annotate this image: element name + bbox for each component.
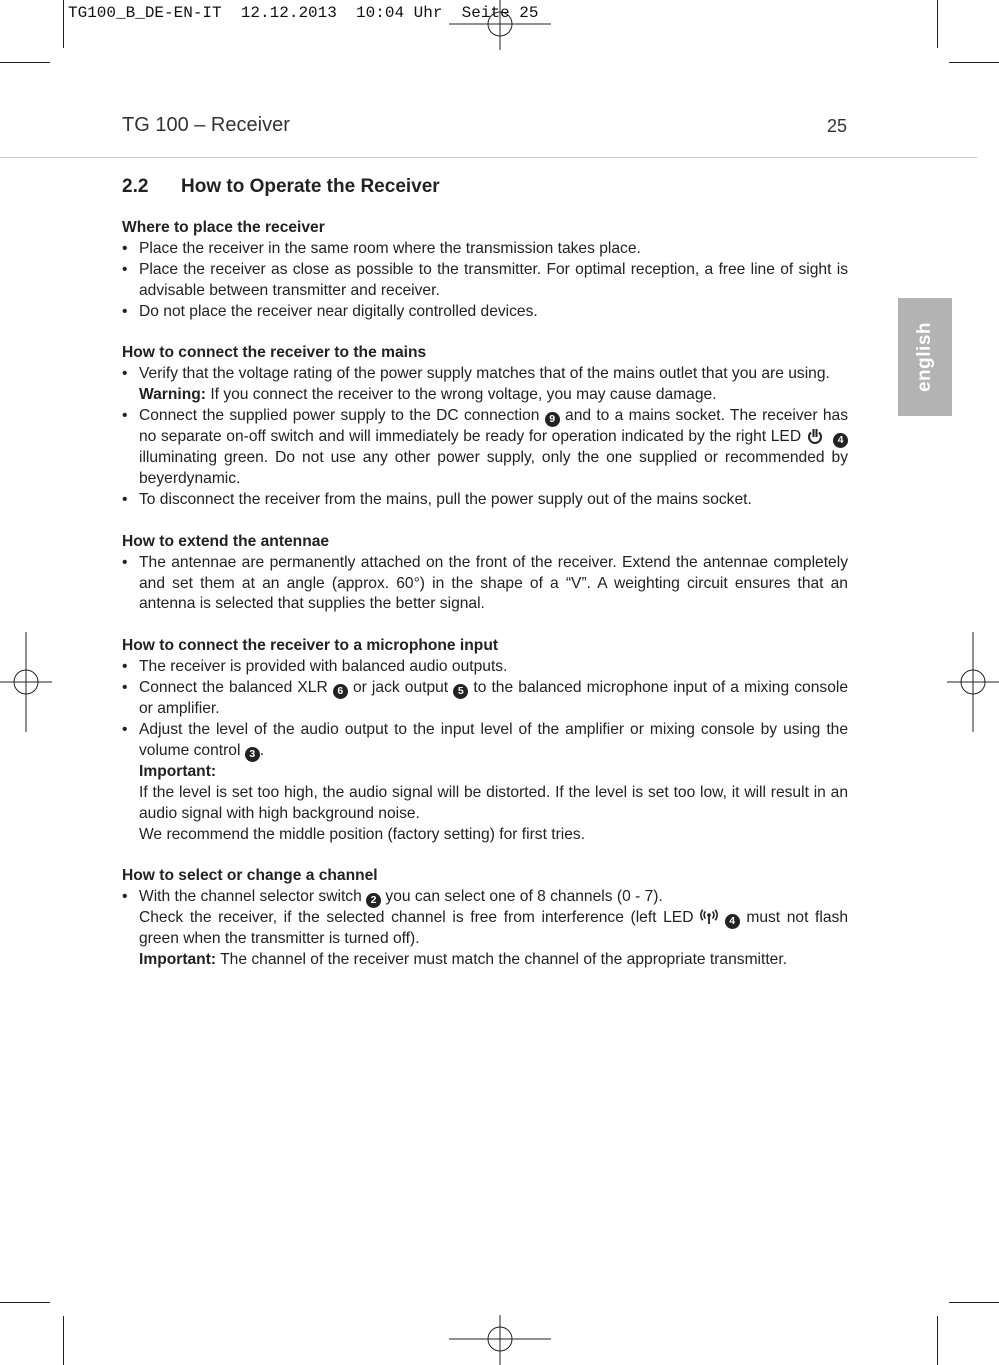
list-item: • Do not place the receiver near digitally controlled devices. [122,302,848,323]
crop-mark [0,1302,50,1303]
important-label: Important: [139,762,217,780]
block-mains [122,343,848,510]
item-text: you can select one of 8 channels (0 - 7). [381,888,663,906]
crop-mark [937,0,938,48]
list-item: • To disconnect the receiver from the mains, pull the power supply out of the mains socket. [122,490,848,511]
block-placement [122,218,848,323]
item-text: Connect the balanced XLR [139,679,333,697]
block-heading: How to connect the receiver to a microphone input [122,637,499,655]
crop-mark [0,62,50,63]
warning-text: If you connect the receiver to the wrong voltage, you may cause damage. [205,386,717,404]
important-text: The channel of the receiver must match the channel of the appropriate transmitter. [216,951,788,969]
block-channel [122,866,848,971]
block-heading: Where to place the receiver [122,219,325,236]
important-label: Important: [139,951,217,969]
list-item: • Place the receiver as close as possible to the transmitter. For optimal reception, a free line of sight is advisable between transmitter and receiver. [122,260,848,302]
registration-mark-left [0,632,52,732]
power-icon [806,428,824,444]
language-side-tab [898,298,952,416]
running-header-title: TG 100 – Receiver [122,114,290,136]
section-heading [122,176,440,198]
main-content [122,218,848,992]
item-text: With the channel selector switch [139,888,367,906]
item-text: Connect the supplied power supply to the DC connection [139,407,545,425]
header-divider [0,157,977,158]
item-text: and to a mains socket. The receiver has no separate on-off switch and will immediately be ready for operation indicated by the right LED [139,407,848,446]
crop-mark [63,0,64,48]
block-heading: How to extend the antennae [122,532,330,550]
section-number: 2.2 [122,176,149,197]
list-item [122,406,848,490]
item-text: Verify that the voltage rating of the power supply matches that of the mains outlet that you are using. [139,365,830,383]
list-item [122,678,848,720]
registration-mark-bottom [449,1315,551,1365]
marker-2: 2 [366,893,381,908]
language-tab-label: english [914,321,935,393]
print-slug: TG100_B_DE-EN-IT 12.12.2013 10:04 Uhr Seite 25 [68,4,539,22]
important-text: If the level is set too high, the audio signal will be distorted. If the level is set too low, it will result in an audio signal with high background noise. [139,783,848,822]
item-text: . [259,741,265,759]
page-number: 25 [827,116,848,136]
block-microphone [122,636,848,845]
item-text: Adjust the level of the audio output to the input level of the amplifier or mixing console by using the volume control [139,720,848,759]
marker-6: 6 [333,684,348,699]
list-item: • The antennae are permanently attached on the front of the receiver. Extend the antennae completely and set them at an angle (approx. 60°) in the shape of a “V”. A weighting circuit ensures that an antenna is selected that supplies the better signal. [122,553,848,616]
warning-label: Warning: [139,386,206,404]
antenna-signal-icon [700,909,718,925]
list-item: • The receiver is provided with balanced audio outputs. [122,657,848,678]
item-text: illuminating green. Do not use any other power supply, only the one supplied or recommended by beyerdynamic. [139,449,848,488]
marker-4: 4 [725,914,740,929]
list-item [122,887,848,971]
item-text: Check the receiver, if the selected channel is free from interference (left LED [139,909,701,927]
block-heading: How to select or change a channel [122,867,378,885]
crop-mark [937,1316,938,1365]
item-text: to the balanced microphone input of a mixing console or amplifier. [139,679,849,718]
item-text: or jack output [347,679,454,697]
section-title: How to Operate the Receiver [181,176,440,197]
list-item [122,720,848,846]
registration-mark-right [947,632,999,732]
crop-mark [949,1302,999,1303]
list-item [122,364,848,406]
list-item: • Place the receiver in the same room where the transmission takes place. [122,239,848,260]
marker-4: 4 [833,433,848,448]
marker-9: 9 [545,412,560,427]
crop-mark [63,1316,64,1365]
item-text: must not flash green when the transmitter is turned off). [139,909,848,948]
block-antennae [122,532,848,616]
marker-3: 3 [245,747,260,762]
crop-mark [949,62,999,63]
block-heading: How to connect the receiver to the mains [122,344,427,362]
marker-5: 5 [453,684,468,699]
recommend-text: We recommend the middle position (factory setting) for first tries. [139,825,586,843]
